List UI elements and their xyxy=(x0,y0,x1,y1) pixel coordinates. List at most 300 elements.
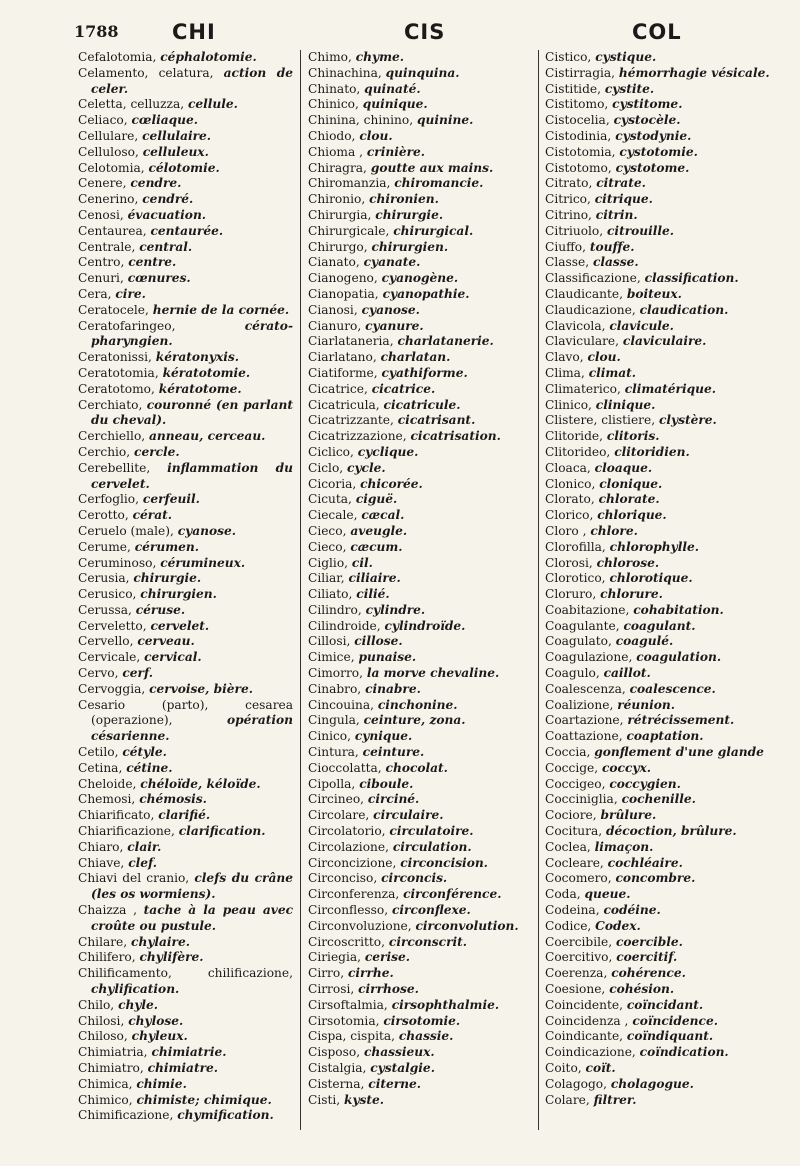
dictionary-entry xyxy=(308,176,536,192)
headword: Cincouina, xyxy=(308,697,374,712)
headword: Coclea, xyxy=(545,839,591,854)
translation: boiteux. xyxy=(626,286,682,301)
translation: circonscrit. xyxy=(388,934,467,949)
headword: Clima, xyxy=(545,365,585,380)
translation: cérumineux. xyxy=(160,555,246,570)
headword: Chinina, chinino, xyxy=(308,113,414,128)
translation: cochléaire. xyxy=(607,855,683,870)
headword: Cianuro, xyxy=(308,318,362,333)
headword: Cenosi, xyxy=(78,207,124,222)
headword: Cerveletto, xyxy=(78,618,147,633)
translation: la morve chevaline. xyxy=(366,666,500,681)
translation: chironien. xyxy=(369,192,439,207)
translation: Codex. xyxy=(595,918,641,933)
headword: Cloaca, xyxy=(545,460,591,475)
headword: Cicatricula, xyxy=(308,397,380,412)
translation: cinchonine. xyxy=(377,697,458,712)
translation: quinaté. xyxy=(364,81,421,96)
translation: cendre. xyxy=(130,176,182,191)
dictionary-entry xyxy=(545,871,785,887)
dictionary-entry xyxy=(78,429,293,445)
translation: cylindre. xyxy=(365,602,426,617)
headword: Climaterico, xyxy=(545,381,621,396)
translation: clefs du crâne (les os wormiens). xyxy=(91,871,293,902)
translation: cyanogène. xyxy=(381,271,459,286)
translation: circulaire. xyxy=(373,808,444,823)
translation: touffe. xyxy=(589,239,635,254)
translation: chémosis. xyxy=(139,792,207,807)
translation: celluleux. xyxy=(142,144,209,159)
dictionary-entry xyxy=(308,745,536,761)
headword: Cistotomo, xyxy=(545,160,612,175)
translation: climat. xyxy=(588,365,637,380)
dictionary-entry xyxy=(78,966,293,998)
dictionary-entry xyxy=(545,587,785,603)
dictionary-entry xyxy=(545,1014,785,1030)
headword: Coartazione, xyxy=(545,713,624,728)
headword: Codeina, xyxy=(545,903,600,918)
translation: limaçon. xyxy=(594,839,654,854)
translation: clou. xyxy=(359,128,393,143)
dictionary-entry xyxy=(308,508,536,524)
translation: chlorique. xyxy=(597,508,667,523)
headword: Chemosi, xyxy=(78,792,136,807)
dictionary-entry xyxy=(308,492,536,508)
translation: cyanopathie. xyxy=(382,286,470,301)
dictionary-entry xyxy=(308,208,536,224)
dictionary-entry xyxy=(308,777,536,793)
headword: Chiave, xyxy=(78,855,125,870)
translation: citerne. xyxy=(368,1076,421,1091)
translation: clitoris. xyxy=(606,429,660,444)
translation: charlatanerie. xyxy=(397,334,494,349)
dictionary-entry xyxy=(308,145,536,161)
translation: quinquina. xyxy=(385,65,460,80)
dictionary-entry xyxy=(78,66,293,98)
headword: Ciriegia, xyxy=(308,950,361,965)
dictionary-entry xyxy=(78,856,293,872)
translation: coaptation. xyxy=(626,729,704,744)
dictionary-entry xyxy=(545,745,785,761)
dictionary-entry xyxy=(78,1093,293,1109)
headword: Chiromanzia, xyxy=(308,176,391,191)
headword: Cetina, xyxy=(78,760,123,775)
translation: citrate. xyxy=(596,176,646,191)
translation: clitoridien. xyxy=(614,444,690,459)
translation: coagulation. xyxy=(636,650,722,665)
dictionary-entry xyxy=(78,1045,293,1061)
translation: cyclique. xyxy=(357,444,419,459)
translation: circoncis. xyxy=(381,871,448,886)
dictionary-entry xyxy=(78,603,293,619)
translation: cystalgie. xyxy=(370,1061,435,1075)
headword: Ciclo, xyxy=(308,460,344,475)
headword: Cetilo, xyxy=(78,745,119,760)
headword: Cirrosi, xyxy=(308,982,355,997)
translation: cyanose. xyxy=(177,523,236,538)
headword: Clorato, xyxy=(545,492,595,507)
dictionary-entry xyxy=(78,382,293,398)
dictionary-entry xyxy=(545,477,785,493)
headword: Circoncizione, xyxy=(308,855,397,870)
headword: Chilifero, xyxy=(78,950,136,965)
headword: Chimico, xyxy=(78,1092,133,1107)
translation: coccygien. xyxy=(609,776,681,791)
dictionary-entry xyxy=(78,366,293,382)
headword: Clorotico, xyxy=(545,571,606,586)
headword: Coccige, xyxy=(545,760,599,775)
headword: Chinachina, xyxy=(308,65,382,80)
translation: cyanose. xyxy=(361,302,420,317)
translation: clystère. xyxy=(658,413,717,428)
headword: Cieco, xyxy=(308,523,347,538)
dictionary-entry xyxy=(78,161,293,177)
translation: crinière. xyxy=(366,144,425,159)
translation: gonflement d'une glande xyxy=(594,745,764,760)
headword: Cicuta, xyxy=(308,492,352,507)
translation: coït. xyxy=(585,1061,616,1075)
dictionary-entry xyxy=(78,698,293,745)
translation: réunion. xyxy=(617,697,675,712)
dictionary-entry xyxy=(545,603,785,619)
translation: cloaque. xyxy=(594,460,653,475)
translation: cirsotomie. xyxy=(383,1013,461,1028)
headword: Classificazione, xyxy=(545,271,641,286)
dictionary-entry xyxy=(545,950,785,966)
translation: circiné. xyxy=(367,792,420,807)
headword: Chimiatro, xyxy=(78,1061,144,1075)
translation: cétyle. xyxy=(122,745,167,760)
translation: hernie de la cornée. xyxy=(152,302,290,317)
headword: Ceratofaringeo, xyxy=(78,318,176,333)
dictionary-entry xyxy=(545,113,785,129)
dictionary-entry xyxy=(308,571,536,587)
translation: chylifère. xyxy=(139,950,204,965)
dictionary-entry xyxy=(308,319,536,335)
headword: Cicatrizzante, xyxy=(308,413,394,428)
translation: claviculaire. xyxy=(622,334,707,349)
dictionary-entry xyxy=(545,729,785,745)
translation: circonférence. xyxy=(403,887,502,902)
headword: Circolazione, xyxy=(308,839,389,854)
translation: clarifié. xyxy=(158,808,211,823)
headword: Clitoride, xyxy=(545,429,603,444)
translation: cylindroïde. xyxy=(384,618,466,633)
dictionary-entry xyxy=(545,161,785,177)
dictionary-entry xyxy=(308,634,536,650)
headword: Cioccolatta, xyxy=(308,760,382,775)
dictionary-entry xyxy=(78,650,293,666)
dictionary-entry xyxy=(308,240,536,256)
column-3 xyxy=(545,50,785,1108)
dictionary-entry xyxy=(545,1093,785,1109)
dictionary-entry xyxy=(78,319,293,351)
headword: Circonflesso, xyxy=(308,903,389,918)
headword: Cispa, cispita, xyxy=(308,1029,396,1044)
dictionary-entry xyxy=(78,935,293,951)
translation: cérat. xyxy=(132,508,172,523)
translation: chlorotique. xyxy=(609,571,693,586)
dictionary-entry xyxy=(545,129,785,145)
dictionary-entry xyxy=(308,935,536,951)
translation: classe. xyxy=(592,255,639,270)
translation: classification. xyxy=(644,271,739,286)
headword: Cingula, xyxy=(308,713,360,728)
headword: Cociore, xyxy=(545,808,597,823)
translation: chirurgien. xyxy=(371,239,449,254)
dictionary-entry xyxy=(78,540,293,556)
translation: ciboule. xyxy=(359,776,414,791)
headword: Ciliar, xyxy=(308,571,345,586)
headword: Cefalotomia, xyxy=(78,50,157,64)
translation: chassie. xyxy=(398,1029,454,1044)
dictionary-entry xyxy=(308,350,536,366)
headword: Coagulante, xyxy=(545,618,620,633)
headword: Celluloso, xyxy=(78,144,139,159)
headword: Cipolla, xyxy=(308,776,356,791)
headword: Cocitura, xyxy=(545,824,603,839)
translation: cellulaire. xyxy=(142,128,212,143)
headword: Coagulazione, xyxy=(545,650,633,665)
dictionary-entry xyxy=(545,887,785,903)
headword: Clonico, xyxy=(545,476,596,491)
translation: célotomie. xyxy=(148,160,220,175)
dictionary-entry xyxy=(545,792,785,808)
dictionary-entry xyxy=(78,619,293,635)
translation: chymification. xyxy=(177,1108,274,1123)
headword: Coincidente, xyxy=(545,997,623,1012)
translation: rétrécissement. xyxy=(627,713,735,728)
headword: Clorosi, xyxy=(545,555,593,570)
headword: Coda, xyxy=(545,887,581,902)
translation: ceinture, zona. xyxy=(363,713,466,728)
dictionary-entry xyxy=(308,966,536,982)
headword: Clavicola, xyxy=(545,318,606,333)
dictionary-entry xyxy=(545,856,785,872)
translation: hémorrhagie vésicale. xyxy=(618,65,770,80)
translation: clair. xyxy=(127,839,162,854)
translation: chlorose. xyxy=(596,555,660,570)
headword: Cisti, xyxy=(308,1092,341,1107)
headword: Cistotomia, xyxy=(545,144,616,159)
dictionary-entry xyxy=(308,66,536,82)
dictionary-entry xyxy=(545,777,785,793)
translation: central. xyxy=(139,239,193,254)
headword: Chiloso, xyxy=(78,1029,128,1044)
translation: chlore. xyxy=(590,523,638,538)
translation: cinabre. xyxy=(365,681,421,696)
translation: chylose. xyxy=(128,1013,184,1028)
headword: Clorofilla, xyxy=(545,539,606,554)
dictionary-entry xyxy=(78,50,293,66)
translation: cynique. xyxy=(354,729,413,744)
dictionary-entry xyxy=(308,650,536,666)
headword: Coercibile, xyxy=(545,934,613,949)
dictionary-entry xyxy=(545,556,785,572)
headword: Chinato, xyxy=(308,81,361,96)
dictionary-entry xyxy=(545,808,785,824)
headword: Cervello, xyxy=(78,634,134,649)
dictionary-entry xyxy=(78,998,293,1014)
translation: cœliaque. xyxy=(131,113,198,128)
translation: cire. xyxy=(115,286,146,301)
dictionary-entry xyxy=(78,492,293,508)
dictionary-entry xyxy=(308,887,536,903)
headword: Ciglio, xyxy=(308,555,349,570)
dictionary-entry xyxy=(545,982,785,998)
dictionary-entry xyxy=(308,366,536,382)
dictionary-entry xyxy=(308,713,536,729)
headword: Coattazione, xyxy=(545,729,623,744)
translation: chyleux. xyxy=(131,1029,188,1044)
translation: clarification. xyxy=(178,824,266,839)
dictionary-entry xyxy=(308,524,536,540)
headword: Ceruelo (male), xyxy=(78,523,174,538)
dictionary-entry xyxy=(545,461,785,477)
headword: Cistocelia, xyxy=(545,113,610,128)
headword: Cera, xyxy=(78,286,112,301)
headword: Cervicale, xyxy=(78,650,141,665)
headword: Cerchiato, xyxy=(78,397,143,412)
headword: Chimiatria, xyxy=(78,1045,148,1060)
headword: Cillosi, xyxy=(308,634,351,649)
headword: Coccigeo, xyxy=(545,776,606,791)
dictionary-entry xyxy=(308,587,536,603)
translation: cillose. xyxy=(354,634,403,649)
translation: cilié. xyxy=(356,587,390,602)
translation: cholagogue. xyxy=(610,1076,694,1091)
dictionary-entry xyxy=(545,571,785,587)
headword: Cistodinia, xyxy=(545,128,612,143)
headword: Ciclico, xyxy=(308,444,354,459)
headword: Chironio, xyxy=(308,192,366,207)
headword: Coercitivo, xyxy=(545,950,613,965)
translation: cystique. xyxy=(595,50,657,64)
dictionary-entry xyxy=(78,398,293,430)
translation: chlorate. xyxy=(598,492,660,507)
translation: kératotome. xyxy=(158,381,242,396)
dictionary-entry xyxy=(545,445,785,461)
headword: Cocleare, xyxy=(545,855,604,870)
dictionary-entry xyxy=(308,303,536,319)
headword: Coalescenza, xyxy=(545,681,626,696)
headword: Chirurgia, xyxy=(308,207,372,222)
headword: Clorico, xyxy=(545,508,594,523)
dictionary-entry xyxy=(545,303,785,319)
translation: cystite. xyxy=(604,81,655,96)
headword: Cinico, xyxy=(308,729,352,744)
translation: charlatan. xyxy=(380,350,451,365)
headword: Cirsotomia, xyxy=(308,1013,380,1028)
dictionary-entry xyxy=(78,461,293,493)
translation: centre. xyxy=(128,255,177,270)
dictionary-entry xyxy=(78,508,293,524)
translation: filtrer. xyxy=(593,1092,637,1107)
translation: centaurée. xyxy=(150,223,224,238)
headword: Claudicazione, xyxy=(545,302,636,317)
translation: citrouille. xyxy=(607,223,674,238)
headword: Chirurgicale, xyxy=(308,223,390,238)
translation: caillot. xyxy=(603,666,651,681)
dictionary-entry xyxy=(308,334,536,350)
translation: coïndiquant. xyxy=(626,1029,714,1044)
dictionary-entry xyxy=(545,903,785,919)
headword: Chilificamento, chilificazione, xyxy=(78,966,293,981)
dictionary-entry xyxy=(545,682,785,698)
headword: Citrino, xyxy=(545,207,592,222)
dictionary-entry xyxy=(308,792,536,808)
translation: inflammation du cervelet. xyxy=(91,460,293,491)
headword: Claudicante, xyxy=(545,286,623,301)
dictionary-entry xyxy=(545,998,785,1014)
headword: Cenuri, xyxy=(78,271,124,286)
headword: Circonferenza, xyxy=(308,887,400,902)
headword: Cinabro, xyxy=(308,681,362,696)
headword: Ceratotomo, xyxy=(78,381,155,396)
translation: clou. xyxy=(587,350,621,365)
headword: Centro, xyxy=(78,255,125,270)
dictionary-entry xyxy=(545,208,785,224)
dictionary-entry xyxy=(545,1077,785,1093)
translation: chimiatre. xyxy=(147,1061,218,1075)
dictionary-entry xyxy=(308,1077,536,1093)
translation: cohabitation. xyxy=(633,602,724,617)
headword: Claviculare, xyxy=(545,334,620,349)
dictionary-entry xyxy=(308,698,536,714)
headword: Circoscritto, xyxy=(308,934,386,949)
headword: Cenerino, xyxy=(78,192,139,207)
headword: Chiarificazione, xyxy=(78,824,175,839)
translation: couronné (en parlant du cheval). xyxy=(91,397,293,428)
translation: cervoise, bière. xyxy=(149,681,253,696)
translation: cyanure. xyxy=(365,318,424,333)
dictionary-entry xyxy=(545,240,785,256)
translation: circulation. xyxy=(392,839,472,854)
dictionary-entry xyxy=(545,698,785,714)
headword: Circonvoluzione, xyxy=(308,918,412,933)
dictionary-entry xyxy=(308,950,536,966)
headword: Ceratotomia, xyxy=(78,365,159,380)
translation: décoction, brûlure. xyxy=(605,824,737,839)
translation: cæcal. xyxy=(361,508,405,523)
dictionary-entry xyxy=(545,271,785,287)
dictionary-entry xyxy=(308,998,536,1014)
dictionary-entry xyxy=(78,176,293,192)
translation: cœnures. xyxy=(127,271,191,286)
headword: Celotomia, xyxy=(78,160,145,175)
translation: chlorure. xyxy=(600,587,663,602)
translation: citrique. xyxy=(594,192,653,207)
dictionary-entry xyxy=(545,176,785,192)
dictionary-entry xyxy=(545,224,785,240)
translation: cerfeuil. xyxy=(142,492,200,507)
dictionary-entry xyxy=(545,666,785,682)
translation: cerf. xyxy=(122,666,153,681)
dictionary-entry xyxy=(78,792,293,808)
dictionary-entry xyxy=(308,682,536,698)
headword: Cistalgia, xyxy=(308,1061,367,1075)
guide-word-right: COL xyxy=(632,20,682,44)
dictionary-entry xyxy=(545,1045,785,1061)
dictionary-entry xyxy=(545,429,785,445)
translation: chirurgical. xyxy=(393,223,474,238)
translation: chlorophylle. xyxy=(609,539,699,554)
headword: Celiaco, xyxy=(78,113,128,128)
dictionary-entry xyxy=(545,540,785,556)
headword: Cerotto, xyxy=(78,508,129,523)
headword: Cistirragia, xyxy=(545,65,616,80)
dictionary-entry xyxy=(78,556,293,572)
